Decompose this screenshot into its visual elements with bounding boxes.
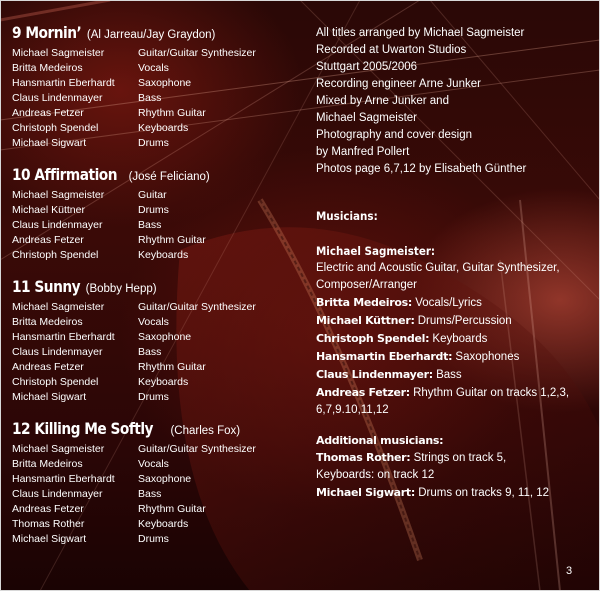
musician-role: Saxophones (455, 351, 520, 363)
lead-musician-role: Electric and Acoustic Guitar, Guitar Synthesizer, (316, 262, 560, 274)
musician-name: Michael Küttner: (316, 314, 415, 327)
musician-name: Thomas Rother: (316, 451, 411, 464)
credit-row (12, 61, 302, 76)
credit-name: Thomas Rother (12, 518, 85, 530)
credit-role: Keyboards (138, 518, 189, 530)
musician-role: Strings on track 5, (413, 452, 507, 464)
production-credits (316, 25, 592, 178)
musician-entry (316, 449, 592, 467)
credit-name: Hansmartin Eberhardt (12, 473, 115, 485)
musician-role: Vocals/Lyrics (415, 297, 482, 309)
track-block (12, 22, 302, 151)
credit-role: Guitar/Guitar Synthesizer (138, 301, 256, 313)
credit-role: Keyboards (138, 122, 189, 134)
credit-role: Saxophone (138, 77, 192, 89)
track-block (12, 276, 302, 405)
credit-role: Guitar/Guitar Synthesizer (138, 47, 256, 59)
credit-row (12, 330, 302, 345)
credit-role: Guitar (138, 189, 167, 201)
credit-row (12, 136, 302, 151)
musician-entry (316, 484, 592, 502)
credit-name: Michael Sagmeister (12, 189, 105, 201)
lead-musician-name: Michael Sagmeister: (316, 244, 436, 258)
credit-role: Drums (138, 533, 169, 545)
credit-row (12, 390, 302, 405)
credit-name: Claus Lindenmayer (12, 92, 103, 104)
credit-role: Saxophone (138, 331, 192, 343)
credit-name: Michael Küttner (12, 204, 85, 216)
credit-row (12, 375, 302, 390)
credit-name: Britta Medeiros (12, 316, 83, 328)
credit-name: Hansmartin Eberhardt (12, 331, 115, 343)
track-composer: (José Feliciano) (128, 171, 210, 183)
credit-name: Andreas Fetzer (12, 107, 84, 119)
credit-row (12, 121, 302, 136)
credit-name: Christoph Spendel (12, 376, 99, 388)
credit-role: Keyboards (138, 376, 189, 388)
musician-name: Hansmartin Eberhardt: (316, 350, 453, 363)
credit-row (12, 218, 302, 233)
credit-row (12, 457, 302, 472)
credit-name: Christoph Spendel (12, 122, 99, 134)
credit-role: Rhythm Guitar (138, 234, 206, 246)
credit-row (12, 517, 302, 532)
credit-role: Vocals (138, 458, 169, 470)
production-line: Mixed by Arne Junker and (316, 95, 449, 107)
credit-name: Michael Sagmeister (12, 301, 105, 313)
track-credits-column (12, 22, 302, 560)
musician-role: Bass (436, 369, 462, 381)
credit-name: Britta Medeiros (12, 62, 83, 74)
credit-row (12, 76, 302, 91)
musicians-list (316, 243, 592, 419)
production-line: by Manfred Pollert (316, 146, 410, 158)
credit-role: Drums (138, 391, 169, 403)
credit-role: Vocals (138, 316, 169, 328)
credit-role: Vocals (138, 62, 169, 74)
production-line: Photography and cover design (316, 129, 472, 141)
production-line: Recording engineer Arne Junker (316, 78, 481, 90)
credit-name: Britta Medeiros (12, 458, 83, 470)
credit-name: Claus Lindenmayer (12, 346, 103, 358)
credit-role: Saxophone (138, 473, 192, 485)
credit-row (12, 106, 302, 121)
production-line: Stuttgart 2005/2006 (316, 61, 418, 73)
musician-entry (316, 366, 592, 384)
credit-row (12, 300, 302, 315)
musician-role-continued: 6,7,9.10,11,12 (316, 404, 389, 416)
musician-role: Rhythm Guitar on tracks 1,2,3, (413, 387, 570, 399)
production-line: All titles arranged by Michael Sagmeister (316, 27, 525, 39)
credit-row (12, 248, 302, 263)
additional-musicians-list (316, 449, 592, 502)
credit-row (12, 91, 302, 106)
musician-role: Drums on tracks 9, 11, 12 (418, 487, 550, 499)
production-line: Photos page 6,7,12 by Elisabeth Günther (316, 163, 527, 175)
musician-entry (316, 312, 592, 330)
credit-row (12, 315, 302, 330)
musician-entry (316, 330, 592, 348)
credit-role: Bass (138, 346, 162, 358)
credit-role: Bass (138, 219, 162, 231)
musician-name: Britta Medeiros: (316, 296, 412, 309)
track-block (12, 418, 302, 547)
credit-role: Bass (138, 92, 162, 104)
credit-row (12, 502, 302, 517)
musician-name: Michael Sigwart: (316, 486, 415, 499)
credit-role: Rhythm Guitar (138, 503, 206, 515)
track-title: 11 Sunny (12, 277, 81, 296)
credit-role: Bass (138, 488, 162, 500)
credit-row (12, 472, 302, 487)
lead-musician-role: Composer/Arranger (316, 279, 417, 291)
credit-row (12, 442, 302, 457)
production-line: Michael Sagmeister (316, 112, 417, 124)
credit-row (12, 46, 302, 61)
credit-name: Andreas Fetzer (12, 234, 84, 246)
track-composer: (Charles Fox) (170, 425, 241, 437)
credit-row (12, 360, 302, 375)
track-title: 10 Affirmation (12, 165, 118, 184)
credit-role: Rhythm Guitar (138, 107, 206, 119)
musician-entry (316, 294, 592, 312)
credit-row (12, 532, 302, 547)
credit-name: Christoph Spendel (12, 249, 99, 261)
musician-name: Andreas Fetzer: (316, 386, 410, 399)
page-number: 3 (566, 565, 573, 577)
credit-row (12, 233, 302, 248)
musician-role: Drums/Percussion (417, 315, 512, 327)
credit-name: Michael Sigwart (12, 137, 87, 149)
track-title: 12 Killing Me Softly (12, 419, 154, 438)
track-title: 9 Mornin’ (12, 23, 82, 42)
musicians-heading: Musicians: (316, 209, 378, 223)
credit-name: Michael Sagmeister (12, 47, 105, 59)
musician-role: Keyboards (432, 333, 488, 345)
credit-name: Claus Lindenmayer (12, 488, 103, 500)
track-composer: (Bobby Hepp) (85, 283, 157, 295)
album-info-column (316, 25, 592, 502)
credit-role: Rhythm Guitar (138, 361, 206, 373)
track-block (12, 164, 302, 263)
musician-name: Christoph Spendel: (316, 332, 430, 345)
credit-row (12, 203, 302, 218)
credit-name: Michael Sigwart (12, 391, 87, 403)
additional-musicians-heading: Additional musicians: (316, 434, 444, 447)
credit-name: Andreas Fetzer (12, 361, 84, 373)
credit-row (12, 188, 302, 203)
credit-name: Michael Sigwart (12, 533, 87, 545)
credit-name: Michael Sagmeister (12, 443, 105, 455)
credit-row (12, 487, 302, 502)
musician-entry (316, 384, 592, 402)
credit-role: Drums (138, 204, 169, 216)
credit-name: Claus Lindenmayer (12, 219, 103, 231)
credit-role: Guitar/Guitar Synthesizer (138, 443, 256, 455)
credit-row (12, 345, 302, 360)
track-composer: (Al Jarreau/Jay Graydon) (86, 29, 216, 41)
musician-role-continued: Keyboards: on track 12 (316, 469, 435, 481)
credit-role: Keyboards (138, 249, 189, 261)
musician-name: Claus Lindenmayer: (316, 368, 433, 381)
musician-entry (316, 348, 592, 366)
credit-name: Hansmartin Eberhardt (12, 77, 115, 89)
credit-name: Andreas Fetzer (12, 503, 84, 515)
credit-role: Drums (138, 137, 169, 149)
production-line: Recorded at Uwarton Studios (316, 44, 467, 56)
